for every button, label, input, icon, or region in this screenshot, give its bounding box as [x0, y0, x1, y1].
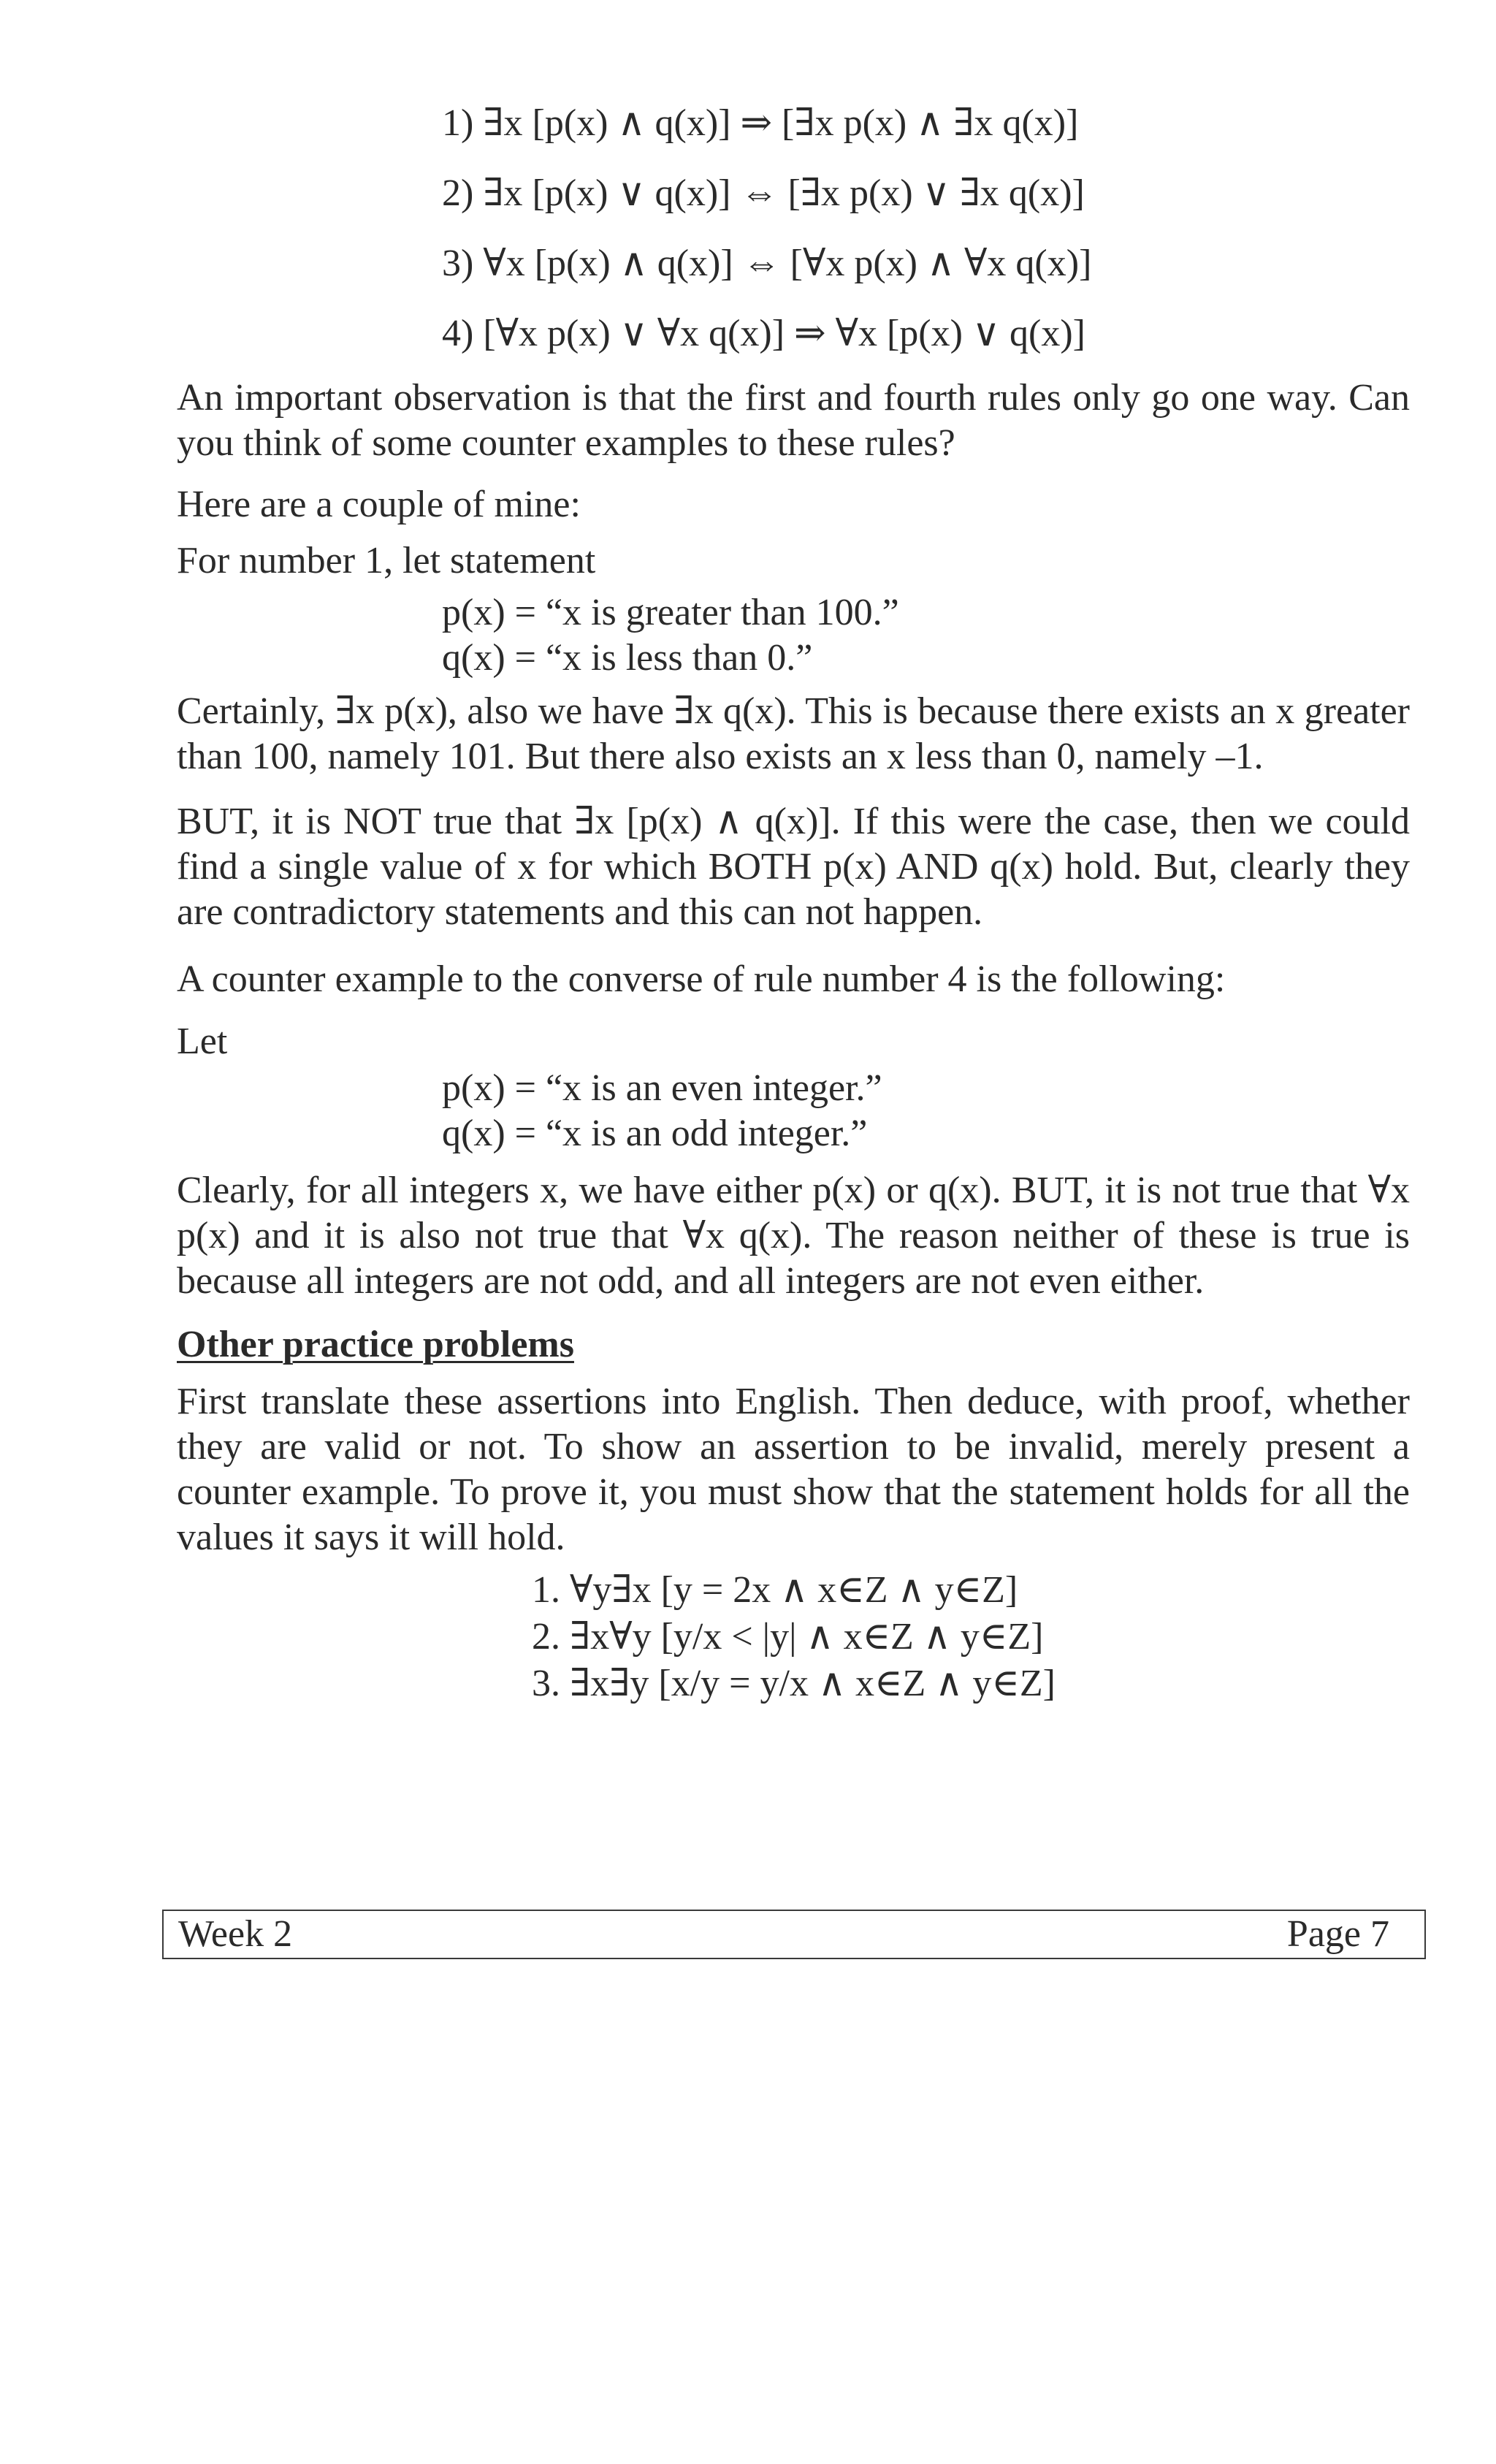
practice-problems-list	[532, 1567, 1056, 1707]
clearly-paragraph: Clearly, for all integers x, we have either p(x) or q(x). BUT, it is not true that ∀x p(x) and it is also not true that ∀x q(x). The reason neither of these is true is because all integers are not odd, and all integers are not even either.	[177, 1170, 1410, 1302]
problem-1: 1. ∀y∃x [y = 2x ∧ x∈Z ∧ y∈Z]	[532, 1569, 1018, 1611]
page-footer	[162, 1910, 1426, 1959]
practice-heading: Other practice problems	[177, 1324, 574, 1365]
practice-paragraph: First translate these assertions into English. Then deduce, with proof, whether they are valid or not. To show an assertion to be invalid, merely present a counter example. To prove it, you must show that the statement holds for all the values it says it will hold.	[177, 1381, 1410, 1558]
rule-1: 1) ∃x [p(x) ∧ q(x)] ⇒ [∃x p(x) ∧ ∃x q(x)]	[442, 102, 1079, 144]
example2-p: p(x) = “x is an even integer.”	[442, 1067, 882, 1109]
let-word: Let	[177, 1021, 228, 1062]
problem-2: 2. ∃x∀y [y/x < |y| ∧ x∈Z ∧ y∈Z]	[532, 1616, 1044, 1658]
certainly-paragraph: Certainly, ∃x p(x), also we have ∃x q(x). This is because there exists an x greater than 100, namely 101. But there also exists an x less than 0, namely –1.	[177, 690, 1410, 777]
example2-definitions	[442, 1066, 882, 1156]
problem-3: 3. ∃x∃y [x/y = y/x ∧ x∈Z ∧ y∈Z]	[532, 1663, 1056, 1704]
example1-p: p(x) = “x is greater than 100.”	[442, 592, 899, 633]
footer-page-number: Page 7	[1286, 1913, 1389, 1955]
example2-q: q(x) = “x is an odd integer.”	[442, 1113, 868, 1154]
footer-week: Week 2	[178, 1913, 293, 1955]
example1-q: q(x) = “x is less than 0.”	[442, 637, 813, 679]
example1-definitions	[442, 590, 899, 681]
number1-intro: For number 1, let statement	[177, 540, 596, 581]
observation-paragraph: An important observation is that the first and fourth rules only go one way. Can you think of some counter examples to these rules?	[177, 377, 1410, 464]
rule-3: 3) ∀x [p(x) ∧ q(x)] ⇔ [∀x p(x) ∧ ∀x q(x)]	[442, 243, 1092, 284]
rule-2: 2) ∃x [p(x) ∨ q(x)] ⇔ [∃x p(x) ∨ ∃x q(x)]	[442, 172, 1085, 214]
but-paragraph: BUT, it is NOT true that ∃x [p(x) ∧ q(x)]. If this were the case, then we could find a single value of x for which BOTH p(x) AND q(x) hold. But, clearly they are contradictory statements and this can not happen.	[177, 801, 1410, 933]
counter4-intro: A counter example to the converse of rule number 4 is the following:	[177, 958, 1226, 1000]
couple-intro: Here are a couple of mine:	[177, 484, 581, 525]
rule-4: 4) [∀x p(x) ∨ ∀x q(x)] ⇒ ∀x [p(x) ∨ q(x)]	[442, 313, 1085, 354]
quantifier-rules	[442, 101, 1318, 381]
